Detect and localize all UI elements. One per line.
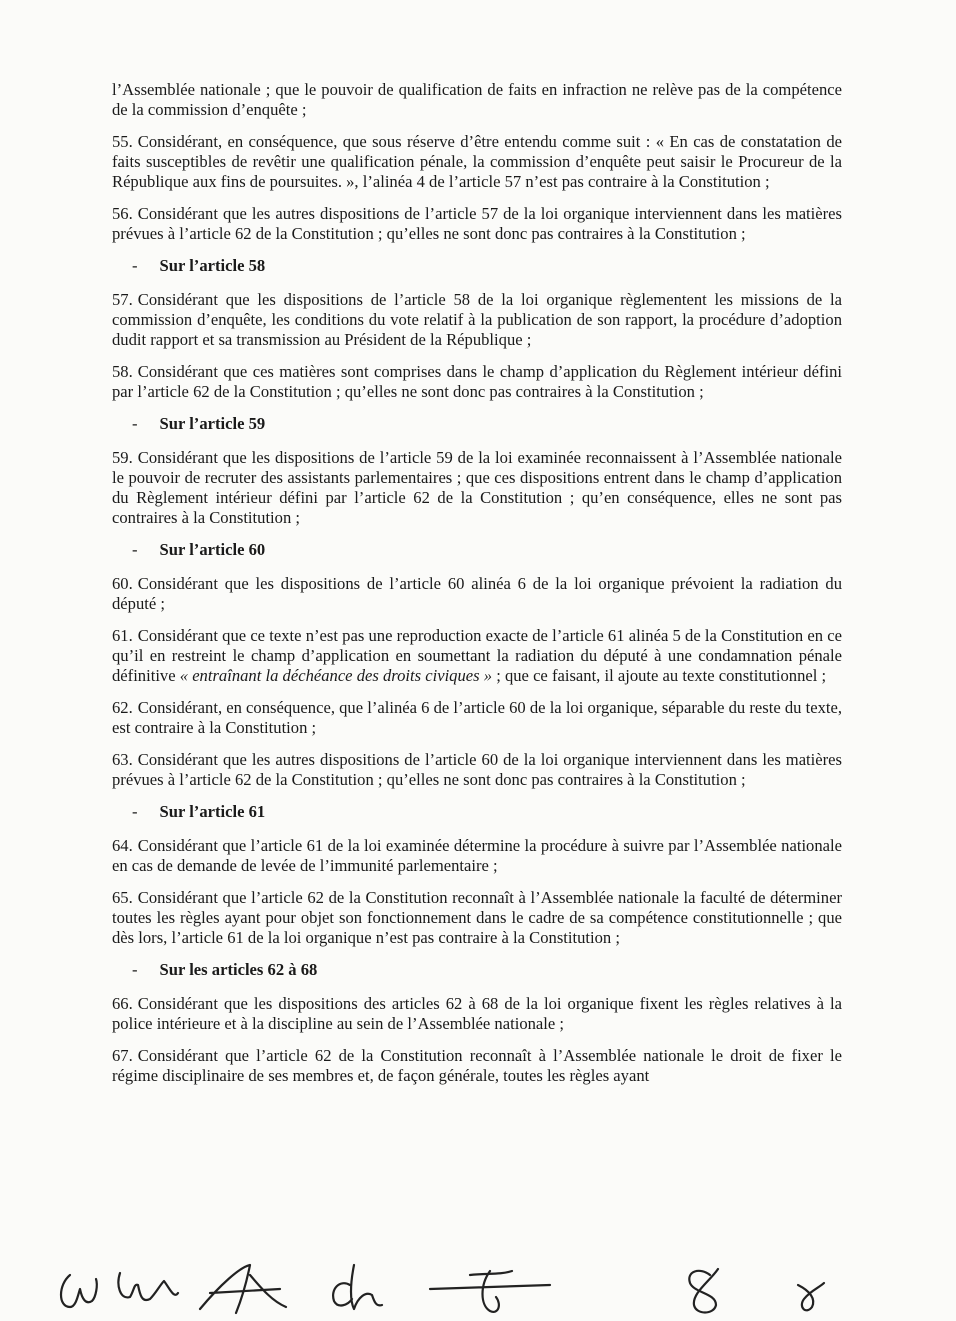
paragraph-text: Considérant que les dispositions de l’article 58 de la loi organique règlementent les missions de la commission d’enquête, les conditions du vote relatif à la publication de son rapport, la procédure d’adoption dudit rapport et sa transmission au Président de la République ; <box>112 290 842 349</box>
paragraph-number: 59. <box>112 448 133 467</box>
paragraph-text: Considérant que les autres dispositions de l’article 60 de la loi organique interviennent dans les matières prévues à l’article 62 de la Constitution ; qu’elles ne sont donc pas contraires à la Constitution ; <box>112 750 842 789</box>
section-heading <box>132 960 842 980</box>
heading-dash: - <box>132 256 138 275</box>
paragraph-number: 67. <box>112 1046 133 1065</box>
paragraph-text: Considérant, en conséquence, que sous réserve d’être entendu comme suit : « En cas de constatation de faits susceptibles de revêtir une qualification pénale, la commission d’enquête peut saisir le Procureur de la République aux fins de poursuites. », l’alinéa 4 de l’article 57 n’est pas contraire à la Constitution ; <box>112 132 842 191</box>
heading-dash: - <box>132 960 138 979</box>
heading-dash: - <box>132 802 138 821</box>
section-heading <box>132 414 842 434</box>
paragraph-text: Considérant que les dispositions de l’article 59 de la loi examinée reconnaissent à l’Assemblée nationale le pouvoir de recruter des assistants parlementaires ; que ces dispositions entrent dans le champ d’application du Règlement intérieur défini par l’article 62 de la Constitution ; qu’en conséquence, elles ne sont pas contraires à la Constitution ; <box>112 448 842 527</box>
signature-row <box>50 1245 910 1316</box>
document-body <box>112 80 842 1098</box>
heading-text: Sur l’article 58 <box>159 256 266 275</box>
heading-dash: - <box>132 414 138 433</box>
paragraph-text: Considérant que l’article 62 de la Constitution reconnaît à l’Assemblée nationale le droit de fixer le régime disciplinaire de ses membres et, de façon générale, toutes les règles ayant <box>112 1046 842 1085</box>
paragraph-number: 61. <box>112 626 133 645</box>
paragraph-text: Considérant que les autres dispositions de l’article 57 de la loi organique interviennent dans les matières prévues à l’article 62 de la Constitution ; qu’elles ne sont donc pas contraires à la Constitution ; <box>112 204 842 243</box>
paragraph <box>112 80 842 120</box>
paragraph <box>112 1046 842 1086</box>
paragraph-text: Considérant que les dispositions des articles 62 à 68 de la loi organique fixent les règles relatives à la police intérieure et à la discipline au sein de l’Assemblée nationale ; <box>112 994 842 1033</box>
paragraph <box>112 574 842 614</box>
paragraph-text: Considérant que ces matières sont comprises dans le champ d’application du Règlement intérieur défini par l’article 62 de la Constitution ; qu’elles ne sont donc pas contraires à la Constitution ; <box>112 362 842 401</box>
quoted-italic-text: « entraînant la déchéance des droits civiques » <box>179 666 493 685</box>
paragraph <box>112 836 842 876</box>
paragraph-number: 65. <box>112 888 133 907</box>
paragraph-number: 62. <box>112 698 133 717</box>
paragraph <box>112 698 842 738</box>
heading-dash: - <box>132 540 138 559</box>
heading-text: Sur l’article 59 <box>159 414 266 433</box>
paragraph <box>112 888 842 948</box>
paragraph-text-after: ; que ce faisant, il ajoute au texte constitutionnel ; <box>496 666 827 685</box>
paragraph <box>112 750 842 790</box>
paragraph-text: l’Assemblée nationale ; que le pouvoir de qualification de faits en infraction ne relève pas de la compétence de la commission d’enquête ; <box>112 80 842 119</box>
paragraph-number: 60. <box>112 574 133 593</box>
paragraph-text: Considérant, en conséquence, que l’alinéa 6 de l’article 60 de la loi organique, séparable du reste du texte, est contraire à la Constitution ; <box>112 698 842 737</box>
paragraph-number: 57. <box>112 290 133 309</box>
paragraph <box>112 448 842 528</box>
paragraph <box>112 626 842 686</box>
paragraph-text: Considérant que l’article 61 de la loi examinée détermine la procédure à suivre par l’Assemblée nationale en cas de demande de levée de l’immunité parlementaire ; <box>112 836 842 875</box>
handwritten-initials <box>50 1245 910 1316</box>
section-heading <box>132 802 842 822</box>
paragraph <box>112 994 842 1034</box>
paragraph-number: 66. <box>112 994 133 1013</box>
paragraph-text: Considérant que les dispositions de l’article 60 alinéa 6 de la loi organique prévoient la radiation du député ; <box>112 574 842 613</box>
paragraph-number: 63. <box>112 750 133 769</box>
heading-text: Sur les articles 62 à 68 <box>159 960 318 979</box>
paragraph-number: 58. <box>112 362 133 381</box>
paragraph <box>112 132 842 192</box>
paragraph-number: 56. <box>112 204 133 223</box>
paragraph-text: Considérant que ce texte n’est pas une reproduction exacte de l’article 61 alinéa 5 de la Constitution en ce qu’il en restreint le champ d’application en soumettant la radiation du député à une condamnation pénale définitive <box>112 626 842 685</box>
paragraph-text: Considérant que l’article 62 de la Constitution reconnaît à l’Assemblée nationale la faculté de déterminer toutes les règles ayant pour objet son fonctionnement dans le cadre de sa compétence constitutionnelle ; que dès lors, l’article 61 de la loi organique n’est pas contraire à la Constitution ; <box>112 888 842 947</box>
paragraph-number: 64. <box>112 836 133 855</box>
paragraph <box>112 290 842 350</box>
heading-text: Sur l’article 60 <box>159 540 266 559</box>
section-heading <box>132 540 842 560</box>
paragraph <box>112 204 842 244</box>
section-heading <box>132 256 842 276</box>
paragraph <box>112 362 842 402</box>
paragraph-number: 55. <box>112 132 133 151</box>
heading-text: Sur l’article 61 <box>159 802 266 821</box>
